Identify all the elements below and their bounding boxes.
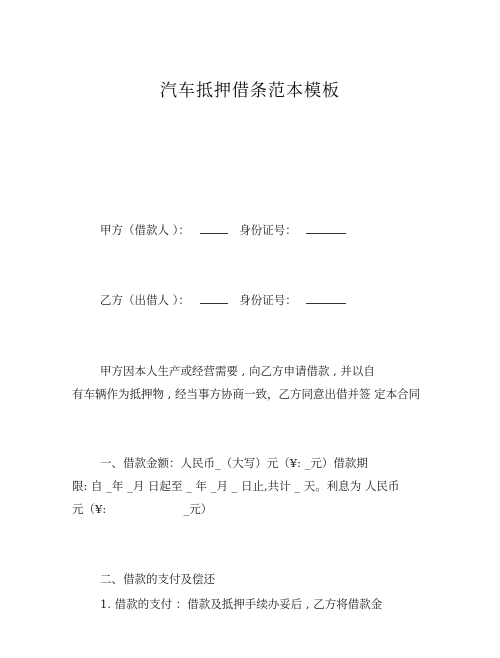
party-a-row (100, 223, 346, 237)
party-b-id-label: 身份证号： (239, 293, 297, 307)
document-title: 汽车抵押借条范本模板 (160, 81, 340, 101)
party-b-id-blank (306, 293, 346, 304)
intro-line-1: 甲方因本人生产或经营需要 , 向乙方申请借款 , 并以自 (100, 364, 375, 378)
intro-line-2: 有车辆作为抵押物 , 经当事方协商一致，乙方同意出借并签 定本合同 (72, 387, 421, 401)
section1-line-2: 限: 自 _年 _月 日起至 _ 年 _月 _ 日止,共计 _ 天。利息为 人民币 (72, 479, 400, 493)
party-b-label: 乙方（出借人 ）： (100, 293, 190, 307)
section2-item-1: 1. 借款的支付 ：借款及抵押手续办妥后 , 乙方将借款金 (100, 597, 383, 611)
section1-line-1: 一、借款金额：人民币_（大写）元（¥: _元）借款期 (100, 456, 368, 470)
party-b-row (100, 293, 346, 307)
section1-line-3 (72, 502, 212, 516)
section1-line-3-start: 元（¥: (72, 502, 107, 516)
party-a-name-blank (200, 223, 228, 234)
party-a-id-label: 身份证号： (239, 223, 297, 237)
party-a-label: 甲方（借款人 ）： (100, 223, 190, 237)
party-b-name-blank (200, 293, 228, 304)
party-a-id-blank (306, 223, 346, 234)
section1-line-3-end: _元） (183, 502, 213, 516)
section2-heading: 二、借款的支付及偿还 (100, 572, 215, 586)
